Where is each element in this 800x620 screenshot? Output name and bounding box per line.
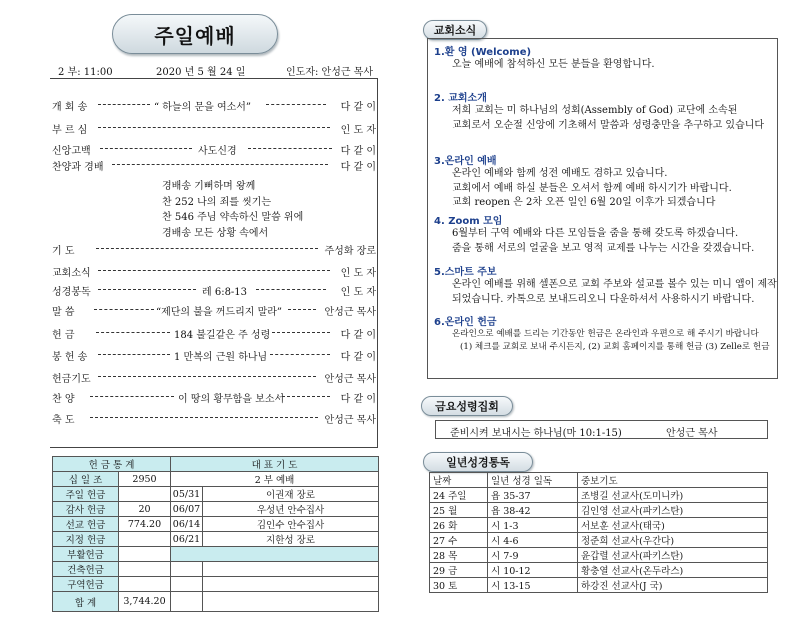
news-line: 되었습니다. 카톡으로 보내드리오니 다운하셔서 사용하시기 바랍니다. [452,293,755,305]
order-item: 레 6:8-13 [202,287,248,297]
offering-label: 건축헌금 [53,562,119,577]
order-person: 다 같 이 [340,162,376,172]
reading-passage: 욥 38-42 [488,503,578,518]
leader-dashes [90,396,174,397]
offering-header: 헌 금 통 계 [53,457,171,472]
praise-song: 경배송 기뻐하며 왕께 [162,181,256,192]
news-item [434,313,770,354]
leader-dashes [98,289,196,290]
news-line: 6월부터 구역 예배와 다른 모임들을 줌을 통해 갖도록 하겠습니다. [452,228,739,239]
news-heading: 1.환 영 (Welcome) [434,47,532,58]
news-line: 교회로서 오순절 신앙에 기초해서 말씀과 성령충만을 추구하고 있습니다 [452,119,765,131]
prayer-header: 대 표 기 도 [171,457,379,472]
column-header: 중보기도 [578,473,768,488]
table-row [430,548,768,563]
news-line: 교회 reopen 은 2차 오픈 일인 6월 20일 이후가 되겠습니다 [452,197,716,208]
page-title: 주일예배 [112,14,278,54]
prayer-name: 지한성 장로 [203,532,379,547]
leader-dashes [98,376,316,377]
table-row [53,487,379,502]
order-person: 안성근 목사 [324,374,376,384]
praise-song: 경배송 모든 상황 속에서 [162,227,269,239]
offering-label: 감사 헌금 [53,502,119,517]
reading-table [429,472,768,593]
order-row [52,390,376,404]
order-row [52,158,376,172]
leader-dashes [112,164,328,165]
news-line: 줌을 통해 서로의 얼굴을 보고 영적 교제를 나누는 시간을 갖겠습니다. [452,242,755,254]
right-page [415,0,800,620]
news-heading: 3.온라인 예배 [434,156,497,167]
news-line: 저희 교회는 미 하나님의 성회(Assembly of God) 교단에 소속된 [452,105,738,116]
leader-dashes [248,148,332,149]
offering-value: 774.20 [119,517,171,532]
table-row [53,517,379,532]
news-line: 온라인 예배와 함께 성전 예배도 겸하고 있습니다. [452,168,668,179]
table-row [430,518,768,533]
order-label: 성경봉독 [52,287,91,297]
leader-dashes [270,354,330,355]
order-row [52,283,376,297]
offering-value [119,532,171,547]
leader-dashes [98,127,330,128]
table-row [53,562,379,577]
order-person: 인 도 자 [340,125,376,135]
prayer-date: 06/21 [171,532,203,547]
order-label: 축 도 [52,415,75,425]
order-row [52,242,376,256]
reading-passage: 시 10-12 [488,563,578,578]
news-item [434,43,655,73]
service-leader: 인도자: 안성근 목사 [286,67,374,78]
order-label: 헌금기도 [52,374,91,384]
reading-day: 30 토 [430,578,488,593]
blank-cell [171,547,379,562]
leader-dashes [288,309,316,310]
friday-box [435,420,768,439]
news-tag: 교회소식 [423,20,487,40]
order-row [52,348,376,362]
order-row [52,411,376,425]
news-line: 교회에서 예배 하실 분들은 오셔서 함께 예배 하시기가 바랍니다. [452,182,732,194]
order-row [52,121,376,135]
reading-prayer: 윤갑렬 선교사(파키스탄) [578,548,768,563]
reading-prayer: 조병길 선교사(도미니카) [578,488,768,503]
news-item [434,152,732,211]
reading-prayer: 하강진 선교사(J 국) [578,578,768,593]
order-item: 184 불길같은 주 성령 [174,330,271,340]
reading-day: 25 월 [430,503,488,518]
offering-value: 20 [119,502,171,517]
table-header-row [430,473,768,488]
leader-dashes [282,396,330,397]
news-item [434,263,777,307]
offering-label: 십 일 조 [53,472,119,487]
friday-sermon: 준비시켜 보내시는 하나님(마 10:1-15) [450,428,622,439]
blank-cell [203,592,379,612]
news-line: 온라인으로 예배를 드리는 기간동안 헌금은 온라인과 우편으로 해 주시기 바랍니다 [452,329,759,339]
leader-dashes [100,148,192,149]
reading-prayer: 황충열 선교사(온두라스) [578,563,768,578]
order-item: 사도신경 [198,146,237,156]
order-label: 교회소식 [52,268,91,278]
offering-total-label: 합 계 [53,592,119,612]
table-row [53,472,379,487]
order-person: 다 같 이 [340,352,376,362]
leader-dashes [90,417,318,418]
offering-label: 지정 헌금 [53,532,119,547]
news-heading: 5.스마트 주보 [434,267,497,278]
table-row [53,577,379,592]
reading-prayer: 김인영 선교사(파키스탄) [578,503,768,518]
prayer-name: 이권재 장로 [203,487,379,502]
news-line: 오늘 예배에 참석하신 모든 분들을 환영합니다. [452,59,655,70]
reading-passage: 시 4-6 [488,533,578,548]
blank-cell [203,577,379,592]
table-row [430,533,768,548]
order-item: “제단의 불을 꺼드리지 말라” [156,307,283,317]
reading-day: 24 주일 [430,488,488,503]
order-item: 이 땅의 황무함을 보소서 [178,394,285,404]
offering-value [119,547,171,562]
offering-label: 부활헌금 [53,547,119,562]
blank-cell [203,562,379,577]
table-row [430,578,768,593]
leader-dashes [94,309,154,310]
reading-passage: 시 13-15 [488,578,578,593]
order-person: 인 도 자 [340,268,376,278]
order-item: “ 하늘의 문을 여소서” [154,102,252,112]
table-row [430,563,768,578]
table-row [430,488,768,503]
order-person: 안성근 목사 [324,307,376,317]
blank-cell [171,562,203,577]
leader-dashes [272,332,330,333]
order-label: 신앙고백 [52,146,91,156]
order-person: 주성화 장로 [324,246,376,256]
order-row [52,264,376,278]
reading-tag: 일년성경통독 [423,452,533,472]
offering-value [119,487,171,502]
prayer-date: 06/14 [171,517,203,532]
leader-dashes [98,354,170,355]
column-header: 날짜 [430,473,488,488]
offering-label: 구역헌금 [53,577,119,592]
reading-day: 28 목 [430,548,488,563]
leader-dashes [98,104,150,105]
order-person: 다 같 이 [340,146,376,156]
service-header [58,60,378,76]
prayer-service: 2 부 예배 [171,472,379,487]
offering-value [119,577,171,592]
reading-passage: 시 1-3 [488,518,578,533]
order-label: 찬양과 경배 [52,162,104,172]
news-heading: 2. 교회소개 [434,93,487,104]
order-label: 개 회 송 [52,102,88,112]
offering-label: 선교 헌금 [53,517,119,532]
offering-total-value: 3,744.20 [119,592,171,612]
news-line: 온라인 예배를 위해 셀폰으로 교회 주보와 설교를 볼수 있는 미니 앱이 제작 [452,279,777,290]
order-item: 1 만복의 근원 하나님 [174,352,268,362]
service-date: 2020 년 5 월 24 일 [156,67,246,78]
order-label: 찬 양 [52,394,75,404]
table-row [53,592,379,612]
prayer-date: 06/07 [171,502,203,517]
table-row [430,503,768,518]
order-person: 다 같 이 [340,330,376,340]
leader-dashes [98,270,330,271]
leader-dashes [256,289,326,290]
order-person: 안성근 목사 [324,415,376,425]
order-person: 다 같 이 [340,102,376,112]
offering-value [119,562,171,577]
praise-song: 찬 546 주님 약속하신 말씀 위에 [162,212,304,223]
order-row [52,303,376,317]
news-box [427,38,778,379]
blank-cell [171,592,203,612]
order-row [52,326,376,340]
order-row [52,98,376,112]
table-row [53,502,379,517]
order-person: 다 같 이 [340,394,376,404]
reading-passage: 욥 35-37 [488,488,578,503]
praise-song-list [162,179,303,241]
table-row [53,547,379,562]
prayer-name: 김인수 안수집사 [203,517,379,532]
reading-day: 29 금 [430,563,488,578]
leader-dashes [96,332,170,333]
friday-tag: 금요성령집회 [421,396,513,416]
reading-prayer: 서보훈 선교사(태국) [578,518,768,533]
news-heading: 4. Zoom 모임 [434,216,503,227]
news-item [434,212,754,256]
news-item [434,89,764,133]
offering-table [52,456,379,612]
blank-cell [171,577,203,592]
prayer-name: 우성년 안수집사 [203,502,379,517]
order-of-service [50,78,378,448]
news-heading: 6.온라인 헌금 [434,317,497,328]
praise-song: 찬 252 나의 죄를 씻기는 [162,196,272,208]
leader-dashes [266,104,326,105]
column-header: 일년 성경 일독 [488,473,578,488]
order-row [52,370,376,384]
offering-value: 2950 [119,472,171,487]
order-label: 헌 금 [52,330,75,340]
reading-prayer: 정준희 선교사(우간다) [578,533,768,548]
leader-dashes [96,248,318,249]
order-label: 말 씀 [52,307,75,317]
service-time: 2 부: 11:00 [58,67,113,78]
news-line: (1) 체크를 교회로 보내 주시든지, (2) 교회 홈페이지를 통해 헌금 (3) Zelle로 헌금 [460,342,770,352]
reading-day: 26 화 [430,518,488,533]
order-label: 기 도 [52,246,75,256]
reading-day: 27 수 [430,533,488,548]
offering-label: 주일 헌금 [53,487,119,502]
order-person: 인 도 자 [340,287,376,297]
friday-speaker: 안성근 목사 [666,428,718,439]
order-row [52,142,376,156]
reading-passage: 시 7-9 [488,548,578,563]
table-row [53,532,379,547]
prayer-date: 05/31 [171,487,203,502]
order-label: 봉 헌 송 [52,352,88,362]
order-label: 부 르 심 [52,125,88,135]
